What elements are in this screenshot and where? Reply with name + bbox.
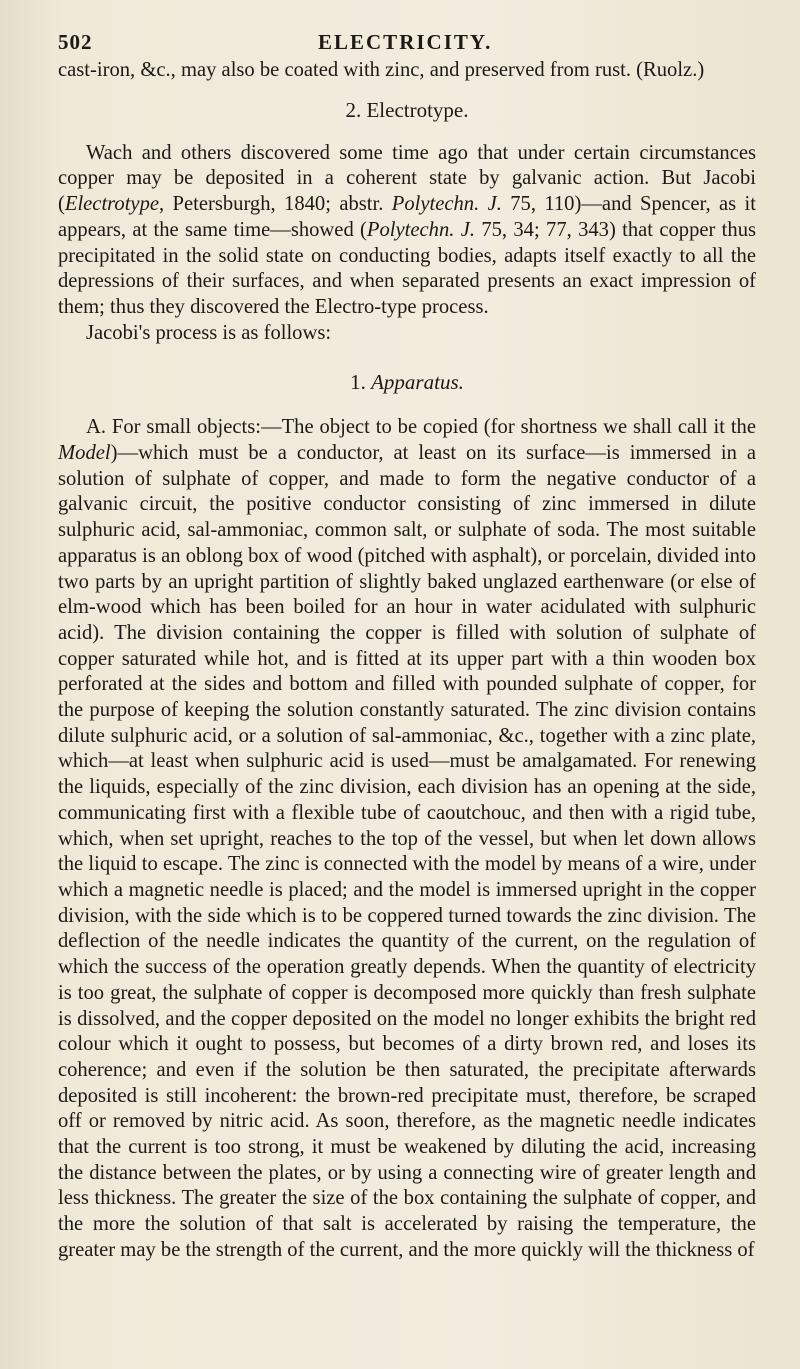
- running-head: [58, 28, 756, 58]
- main-text-2: )—which must be a conductor, at least on its surface—is immersed in a solution of sulphate of copper, and made to form the negative conductor of a galvanic circuit, the positive conductor consisting of zinc immersed in dilute sulphuric acid, sal-ammoniac, common salt, or sulphate of soda. The most suitable apparatus is an oblong box of wood (pitched with asphalt), or porcelain, divided into two parts by an upright partition of slightly baked unglazed earthenware (or else of elm-wood which has been boiled for an hour in water acidulated with sulphuric acid). The division containing the copper is filled with solution of sulphate of copper saturated while hot, and is fitted at its upper part with a thin wooden box perforated at the sides and bottom and filled with pounded sulphate of copper, for the purpose of keeping the solution constantly saturated. The zinc division contains dilute sulphuric acid, or a solution of sal-ammoniac, &c., together with a zinc plate, which—at least when sulphuric acid is used—must be amalgamated. For renewing the liquids, especially of the zinc division, each division has an opening at the side, communicating first with a flexible tube of caoutchouc, and then with a rigid tube, which, when set upright, reaches to the top of the vessel, but when let down allows the liquid to escape. The zinc is connected with the model by means of a wire, under which a magnetic needle is placed; and the model is immersed upright in the copper division, with the side which is to be coppered turned towards the zinc division. The deflection of the needle indicates the quantity of the current, on the regulation of which the success of the operation greatly depends. When the quantity of electricity is too great, the sulphate of copper is decomposed more quickly than fresh sulphate is dissolved, and the copper deposited on the model no longer exhibits the bright red colour which it ought to possess, but becomes of a dirty brown red, and loses its coherence; and even if the solution be then saturated, the precipitate afterwards deposited is still incoherent: the brown-red precipitate must, therefore, be scraped off or removed by nitric acid. As soon, therefore, as the magnetic needle indicates that the current is too strong, it must be weakened by diluting the acid, increasing the distance between the plates, or by using a connecting wire of greater length and less thickness. The greater the size of the box containing the sulphate of copper, and the more the solution of that salt is accelerated by raising the temperature, the greater may be the strength of the current, and the more quickly will the thickness of: [58, 442, 756, 1261]
- main-italic-1: Model: [58, 442, 111, 465]
- subsection-heading: [58, 370, 756, 395]
- intro-text-1: Wach and others discovered some time ago that under certain circumstances copper may be deposited in a coherent state by galvanic action. But Jacobi (: [58, 141, 756, 216]
- intro-paragraph: [58, 141, 756, 321]
- main-text-1: A. For small objects:—The object to be copied (for shortness we shall call it the: [86, 416, 756, 439]
- process-line: Jacobi's process is as follows:: [86, 321, 332, 344]
- intro-italic-2: Polytechn. J.: [391, 193, 502, 216]
- section-heading: 2. Electrotype.: [345, 97, 469, 122]
- intro-italic-1: Electrotype: [64, 193, 160, 216]
- intro-italic-3: Polytechn. J.: [366, 218, 476, 241]
- opening-paragraph: cast-iron, &c., may also be coated with zinc, and preserved from rust. (Ruolz.): [58, 59, 705, 81]
- intro-text-3: 75, 110)—and Spencer, as it appears, at the same time—showed (: [58, 193, 756, 241]
- intro-text-2: , Petersburgh, 1840; abstr.: [159, 193, 392, 216]
- running-title: ELECTRICITY.: [318, 30, 493, 54]
- main-paragraph: [58, 415, 756, 1263]
- subsection-number: 1.: [350, 370, 366, 395]
- page-number: 502: [58, 30, 93, 54]
- subsection-label: Apparatus.: [371, 370, 464, 395]
- intro-text-4: 75, 34; 77, 343) that copper thus precipitated in the solid state on conducting bodies, adapts itself exactly to all the depressions of their surfaces, and when separated presents an exact impression of them; thus they discovered the Electro-type process.: [58, 218, 757, 318]
